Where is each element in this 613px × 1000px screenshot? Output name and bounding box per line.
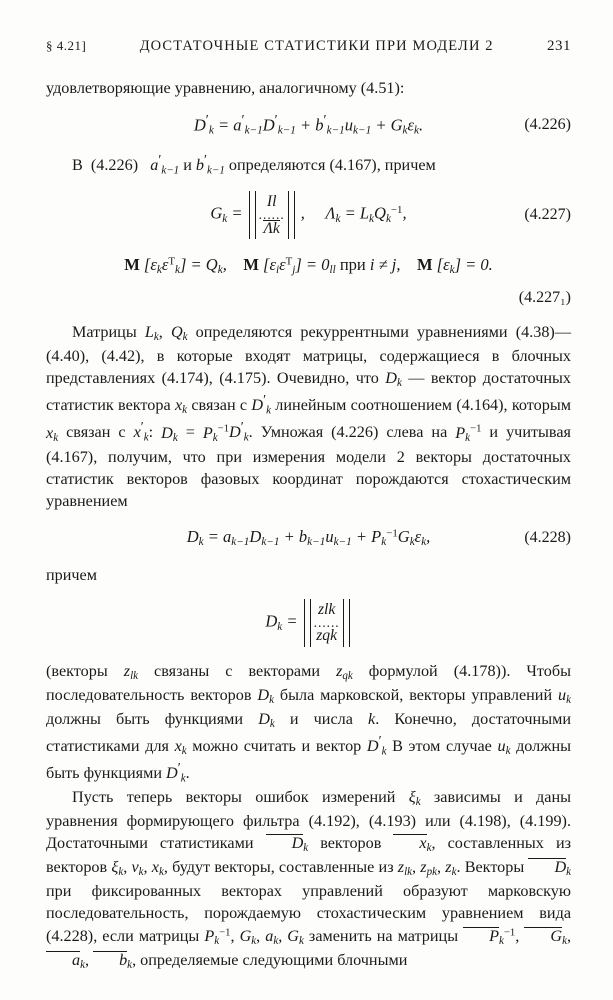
equation-4226-tag: (4.226) (524, 116, 571, 134)
vector-bar-right (343, 599, 350, 647)
running-head (46, 38, 571, 55)
paragraph-3: Пусть теперь векторы ошибок измерений $\xi_k$ зависимы и даны уравнения формирующего фильтра (4.192), (4.193) или (4.198), (4.199). Достаточными статистиками $D_k$ векторов $x_k$, составленных из векторов $\xi_k$, $\nu_k$, $x_k$, будут векторы, составленные из $z_{lk}$, $z_{pk}$, $z_k$. Векторы $D_k$ при фиксированных векторах управлений образуют марковскую последовательность, порождаемую стохастическим уравнением вида (4.228), если матрицы $P_k^{-1}$, $G_k$, $a_k$, $G_k$ заменить на матрицы $P_k^{-1}$, $G_k$, $a_k$, $b_k$, определяемые следующими блочными (46, 788, 572, 971)
vector-bar-left (249, 191, 256, 239)
equation-4226-row (46, 112, 571, 138)
vector-bar-left (304, 599, 311, 647)
line-prichem: причем (46, 565, 97, 584)
intro-line: удовлетворяющие уравнению, аналогичному (4.51): (46, 79, 405, 97)
equation-4227: $G_k$ = Il ...... Λk , $\Lambda_k = L_kQ_k^{-1}$, (210, 191, 406, 239)
equation-4228-tag: (4.228) (524, 528, 571, 546)
paragraph-1: Матрицы $L_k$, $Q_k$ определяются рекуррентными уравнениями (4.38)—(4.40), (4.42), в которые входят матрицы, содержащиеся в блочных представлениях (4.174), (4.175). Очевидно, что $D_k$ — вектор достаточных статистик вектора $x_k$ связан с $D'_k$ линейным соотношением (4.164), которым $x_k$ связан с $x'_k$: $D_k = P_k^{-1}D'_k$. Умножая (4.226) слева на $P_k^{-1}$ и учитывая (4.167), получим, что при измерения модели 2 векторы достаточных статистик векторов фазовых координат порождаются стохастическим уравнением (46, 323, 572, 510)
equation-4227-tag: (4.227) (524, 206, 571, 224)
vec-dots: ...... (258, 206, 285, 222)
equation-4227-row (46, 191, 571, 239)
vec-bottom-4227: Λk (263, 219, 280, 237)
page-number: 231 (547, 38, 571, 54)
equation-dk-vector-row (46, 599, 571, 647)
equation-4227-1-tag: (4.227₁) (518, 289, 571, 307)
line-after-4226: В (4.226) $a'_{k-1}$ и $b'_{k-1}$ определяются (4.167), причем (72, 152, 436, 177)
equation-4228: $D_k = a_{k-1}D_{k-1} + b_{k-1}u_{k-1} + P_k^{-1}G_k\varepsilon_k$, (186, 527, 431, 549)
paragraph-2: (векторы $z_{lk}$ связаны с векторами $z_{qk}$ формулой (4.178)). Чтобы последовательность векторов $D_k$ была марковской, векторы управлений $u_k$ должны быть функциями $D_k$ и числа k. Конечно, достаточными статистиками для $x_k$ можно считать и вектор $D'_k$ В этом случае $u_k$ должны быть функциями $D'_k$. (46, 661, 572, 785)
equation-4228-row (46, 525, 571, 551)
running-title: ДОСТАТОЧНЫЕ СТАТИСТИКИ ПРИ МОДЕЛИ 2 (139, 38, 494, 54)
equation-4226: $D'_k = a'_{k-1}D'_{k-1} + b'_{k-1}u_{k-1} + G_k\varepsilon_k$. (193, 113, 424, 137)
vec-bottom-dk: zqk (316, 626, 338, 644)
equation-4227-1: M $[\varepsilon_k\varepsilon^T_k] = Q_k$, M $[\varepsilon_i\varepsilon^T_j] = 0_{ll}$ при i ≠ j, M $[\varepsilon_k] = 0$. (124, 254, 493, 276)
section-marker: § 4.21] (46, 38, 87, 53)
equation-4227-1-row (46, 252, 571, 278)
column-vector-gk (248, 191, 296, 239)
vec-dots: ...... (313, 614, 340, 630)
vector-bar-right (288, 191, 295, 239)
column-vector-dk (303, 599, 351, 647)
vec-top-dk: zlk (317, 600, 336, 618)
vec-top-4227: Il (266, 192, 277, 210)
equation-dk-vector: $D_k$ = zlk ...... zqk (265, 599, 351, 647)
equation-4227-1-tag-row (46, 285, 571, 311)
